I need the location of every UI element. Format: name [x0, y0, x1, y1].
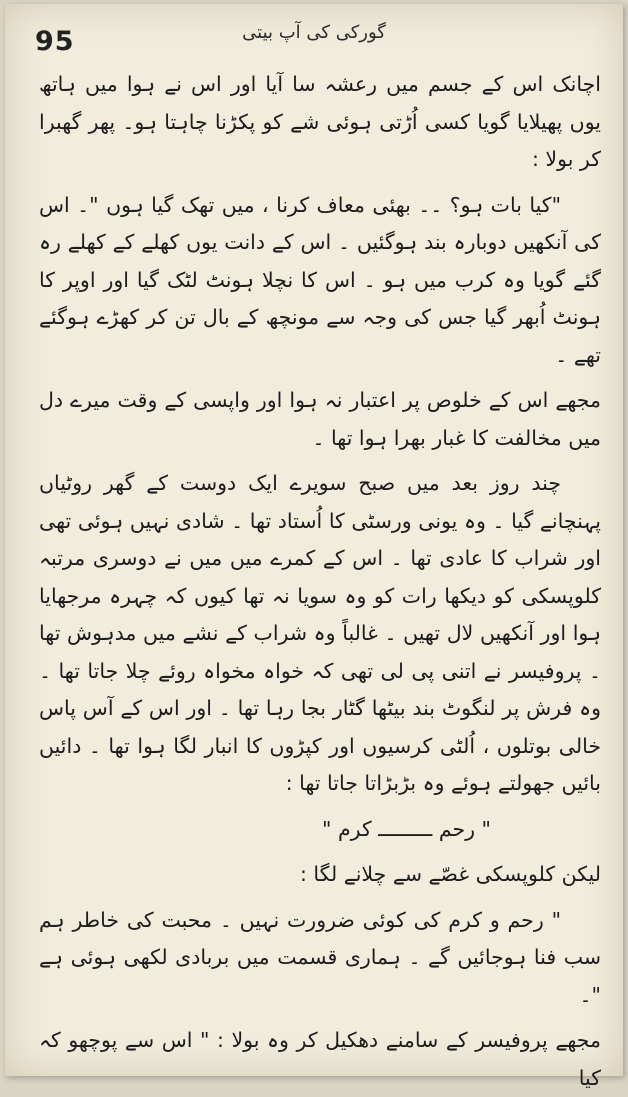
paragraph: لیکن کلوپسکی غصّے سے چلانے لگا :	[299, 862, 601, 886]
running-title: گورکی کی آپ بیتی	[242, 22, 386, 43]
paragraph: "کیا بات ہو؟ ۔۔ بھئی معاف کرنا ، میں تھک گیا ہوں "۔ اس کی آنکھیں دوبارہ بند ہوگئیں ۔ اس کے دانت یوں کھلے کے کھلے رہ گئے گویا وہ کرب میں ہو ۔ اس کا نچلا ہونٹ لٹک گیا اور اوپر کا ہونٹ اُبھر گیا جس کی وجہ سے مونچھ کے بال تن کر کھڑے ہوگئے تھے ۔	[39, 192, 601, 367]
page-number: 95	[35, 26, 75, 57]
quoted-line: " رحم ـــــــــ کرم "	[322, 816, 491, 841]
paragraph: مجھے اس کے خلوص پر اعتبار نہ ہوا اور واپسی کے وقت میرے دل میں مخالفت کا غبار بھرا ہوا تھا ۔	[39, 388, 601, 450]
book-page	[5, 4, 623, 1090]
body-text	[39, 66, 601, 1097]
paragraph: چند روز بعد میں صبح سویرے ایک دوست کے گھر روٹیاں پہنچانے گیا ۔ وہ یونی ورسٹی کا اُستاد تھا ۔ شادی نہیں ہوئی تھی اور شراب کا عادی تھا ۔ اس کے کمرے میں میں نے دوسری مرتبہ کلوپسکی کو دیکھا رات کو وہ سویا نہ تھا کیوں کہ چہرہ مرجھایا ہوا اور آنکھیں لال تھیں ۔ غالباً وہ شراب کے نشے میں مدہوش تھا ۔ پروفیسر نے اتنی پی لی تھی کہ خواہ مخواہ روئے چلا جاتا تھا ۔ وہ فرش پر لنگوٹ بند بیٹھا گٹار بجا رہا تھا ۔ اور اس کے آس پاس خالی بوتلوں ، اُلٹی کرسیوں اور کپڑوں کا انبار لگا ہوا تھا ۔ دائیں بائیں جھولتے ہوئے وہ بڑبڑاتا جاتا تھا :	[39, 471, 601, 795]
paragraph: اچانک اس کے جسم میں رعشہ سا آیا اور اس نے ہوا میں ہاتھ یوں پھیلایا گویا کسی اُڑتی ہوئی شے کو پکڑنا چاہتا ہو۔ پھر گھبرا کر بولا :	[39, 72, 601, 171]
paragraph: مجھے پروفیسر کے سامنے دھکیل کر وہ بولا : " اس سے پوچھو کہ کیا	[39, 1028, 601, 1090]
paragraph: " رحم و کرم کی کوئی ضرورت نہیں ۔ محبت کی خاطر ہم سب فنا ہوجائیں گے ۔ ہماری قسمت میں بربادی لکھی ہوئی ہے "۔	[39, 907, 601, 1007]
